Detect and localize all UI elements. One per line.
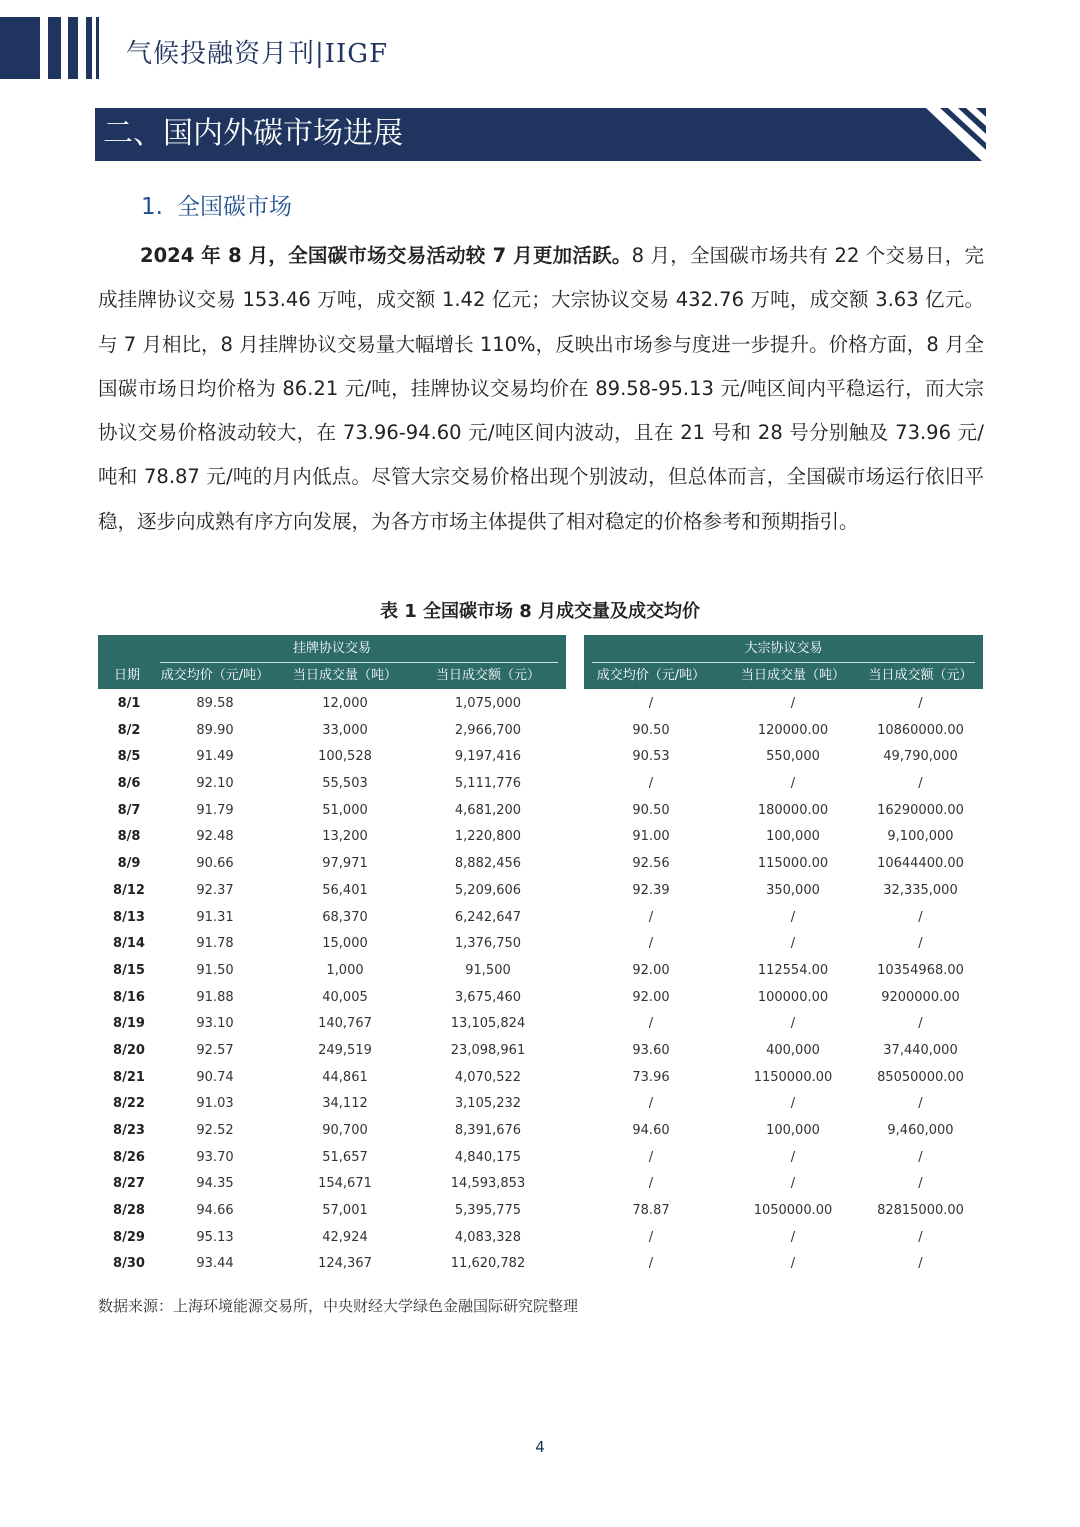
table-caption: 表 1 全国碳市场 8 月成交量及成交均价 [379,601,701,622]
cell-listed-price: 91.50 [196,962,234,978]
cell-listed-amount: 1,220,800 [454,829,522,845]
cell-listed-amount: 4,083,328 [454,1229,522,1245]
cell-listed-amount: 4,070,522 [454,1069,522,1085]
cell-listed-volume: 140,767 [318,1016,372,1032]
cell-block-amount: 9200000.00 [881,989,960,1005]
cell-block-volume: / [790,1176,796,1192]
table-row [98,878,983,905]
cell-block-amount: 85050000.00 [877,1069,964,1085]
cell-listed-amount: 8,882,456 [454,856,522,872]
cell-listed-volume: 44,861 [322,1069,368,1085]
cell-listed-price: 92.52 [196,1123,234,1138]
cell-listed-volume: 154,671 [318,1176,372,1192]
cell-block-amount: / [918,1256,923,1272]
cell-listed-amount: 14,593,853 [450,1176,526,1192]
cell-block-amount: 37,440,000 [883,1042,958,1058]
cell-block-volume: / [790,936,796,952]
cell-block-volume: 100,000 [766,1123,820,1138]
journal-title: 气候投融资月刊|IIGF [126,39,389,69]
cell-date: 8/7 [117,802,141,818]
cell-listed-price: 92.10 [196,776,234,792]
cell-listed-price: 95.13 [196,1229,234,1245]
cell-block-price: / [648,696,654,711]
cell-block-amount: / [918,909,923,925]
cell-date: 8/12 [113,882,145,898]
cell-block-amount: 49,790,000 [883,749,958,765]
cell-listed-price: 93.70 [196,1149,234,1165]
cell-block-price: / [648,909,654,925]
table-body [98,691,983,1278]
cell-block-price: / [648,1016,654,1032]
cell-listed-price: 91.49 [196,749,234,765]
col-header-listed-price: 成交均价（元/吨） [160,668,270,683]
table-row [98,1225,983,1252]
cell-block-volume: 350,000 [766,882,820,898]
cell-listed-volume: 68,370 [322,909,368,925]
table-row [98,931,983,958]
cell-block-volume: 112554.00 [757,962,829,978]
group-title-listed: 挂牌协议交易 [292,641,371,656]
cell-listed-amount: 2,966,700 [454,722,522,738]
cell-date: 8/15 [113,962,145,978]
cell-listed-price: 92.37 [196,882,234,898]
cell-listed-amount: 1,376,750 [454,936,522,952]
cell-date: 8/8 [117,829,141,845]
cell-listed-volume: 56,401 [322,882,368,898]
cell-block-amount: 32,335,000 [883,882,958,898]
cell-listed-volume: 90,700 [322,1123,368,1138]
cell-block-price: 94.60 [632,1123,670,1138]
table-row [98,1011,983,1038]
cell-listed-price: 91.88 [196,989,234,1005]
cell-block-price: 73.96 [632,1069,670,1085]
cell-listed-volume: 13,200 [322,829,368,845]
cell-block-amount: 9,100,000 [887,829,954,845]
cell-listed-volume: 51,657 [322,1149,368,1165]
cell-block-price: 90.50 [632,722,670,738]
cell-date: 8/22 [113,1096,145,1112]
cell-block-amount: / [918,936,923,952]
cell-listed-amount: 3,105,232 [454,1096,522,1112]
cell-listed-amount: 9,197,416 [454,749,522,765]
table-row [98,691,983,718]
cell-date: 8/29 [113,1229,145,1245]
table-row [98,1171,983,1198]
cell-block-volume: / [790,776,796,792]
cell-date: 8/16 [113,989,145,1005]
cell-block-amount: / [918,1149,923,1165]
cell-date: 8/14 [113,936,145,952]
body-paragraph [98,234,984,544]
cell-listed-price: 93.10 [196,1016,234,1032]
cell-block-volume: 115000.00 [757,856,829,872]
data-source-note: 数据来源：上海环境能源交易所，中央财经大学绿色金融国际研究院整理 [98,1297,579,1315]
col-header-block-volume: 当日成交量（吨） [740,668,845,683]
cell-block-price: 92.39 [632,882,670,898]
table-row [98,1091,983,1118]
cell-listed-volume: 124,367 [318,1256,372,1272]
cell-listed-volume: 51,000 [322,802,368,818]
cell-date: 8/21 [113,1069,145,1085]
cell-listed-volume: 34,112 [322,1096,368,1112]
cell-listed-amount: 11,620,782 [450,1256,526,1272]
cell-block-volume: 120000.00 [757,722,829,738]
cell-listed-volume: 1,000 [326,962,364,978]
cell-listed-volume: 42,924 [322,1229,368,1245]
cell-listed-price: 89.58 [196,696,234,711]
cell-listed-price: 91.31 [196,909,234,925]
cell-block-amount: 10860000.00 [877,722,964,738]
cell-listed-price: 94.35 [196,1176,234,1192]
table-row [98,771,983,798]
group-title-block: 大宗协议交易 [744,641,823,656]
table-row [98,905,983,932]
cell-date: 8/6 [117,776,141,792]
cell-date: 8/27 [113,1176,145,1192]
cell-date: 8/30 [113,1256,145,1272]
cell-block-volume: / [790,909,796,925]
table-row [98,985,983,1012]
cell-date: 8/13 [113,909,145,925]
cell-listed-amount: 91,500 [465,962,511,978]
banner-stripes-decoration [926,108,986,161]
cell-block-price: 91.00 [632,829,670,845]
table-row [98,718,983,745]
cell-block-volume: / [790,1256,796,1272]
cell-date: 8/2 [117,722,141,738]
cell-listed-price: 91.03 [196,1096,234,1112]
col-header-date: 日期 [113,668,140,683]
cell-listed-amount: 13,105,824 [450,1016,526,1032]
cell-block-price: / [648,776,654,792]
cell-listed-amount: 6,242,647 [454,909,522,925]
col-header-block-amount: 当日成交额（元） [868,668,973,683]
cell-listed-price: 93.44 [196,1256,234,1272]
cell-date: 8/9 [117,856,141,872]
cell-date: 8/1 [117,696,141,711]
paragraph-lead: 2024 年 8 月，全国碳市场交易活动较 7 月更加活跃。 [140,244,632,267]
cell-block-amount: / [918,776,923,792]
table-row [98,744,983,771]
table-row [98,1145,983,1172]
cell-listed-price: 91.79 [196,802,234,818]
cell-block-price: / [648,1256,654,1272]
cell-block-volume: / [790,1096,796,1112]
paragraph-text: 8 月，全国碳市场共有 22 个交易日，完成挂牌协议交易 153.46 万吨，成交额 1.42 亿元；大宗协议交易 432.76 万吨，成交额 3.63 亿元。与 7 月相比，8 月挂牌协议交易量大幅增长 110%，反映出市场参与度进一步提升。价格方面，8 月全国碳市场日均价格为 86.21 元/吨，挂牌协议交易均价在 89.58-95.13 元/吨区间内平稳运行，而大宗协议交易价格波动较大，在 73.96-94.60 元/吨区间内波动，且在 21 号和 28 号分别触及 73.96 元/吨和 78.87 元/吨的月内低点。尽管大宗交易价格出现个别波动，但总体而言，全国碳市场运行依旧平稳，逐步向成熟有序方向发展，为各方市场主体提供了相对稳定的价格参考和预期指引。 [98,244,984,533]
cell-block-amount: / [918,696,923,711]
cell-listed-price: 92.48 [196,829,234,845]
cell-block-price: 90.50 [632,802,670,818]
subsection-heading [141,188,292,221]
cell-block-volume: / [790,1229,796,1245]
cell-block-volume: 1150000.00 [753,1069,833,1085]
cell-listed-volume: 15,000 [322,936,368,952]
cell-date: 8/26 [113,1149,145,1165]
page-number: 4 [535,1438,545,1456]
cell-listed-price: 90.66 [196,856,234,872]
table-row [98,1118,983,1145]
table-row [98,1251,983,1278]
table-row [98,1065,983,1092]
cell-listed-amount: 5,209,606 [454,882,522,898]
cell-listed-volume: 57,001 [322,1203,368,1219]
cell-listed-volume: 33,000 [322,722,368,738]
cell-block-price: 92.00 [632,989,670,1005]
subsection-title: 全国碳市场 [176,194,292,220]
cell-date: 8/28 [113,1203,145,1219]
col-header-block-price: 成交均价（元/吨） [596,668,706,683]
cell-block-amount: / [918,1176,923,1192]
cell-block-price: / [648,936,654,952]
cell-block-amount: 82815000.00 [877,1203,964,1219]
cell-block-volume: 550,000 [766,749,820,765]
cell-block-volume: 1050000.00 [753,1203,833,1219]
table-row [98,1038,983,1065]
table-row [98,824,983,851]
cell-block-volume: 100,000 [766,829,820,845]
cell-block-amount: 16290000.00 [877,802,964,818]
col-header-listed-volume: 当日成交量（吨） [292,668,397,683]
table-row [98,958,983,985]
cell-block-volume: 180000.00 [757,802,829,818]
cell-listed-volume: 249,519 [318,1042,372,1058]
cell-listed-amount: 3,675,460 [454,989,522,1005]
cell-listed-amount: 5,111,776 [454,776,522,792]
cell-listed-price: 89.90 [196,722,234,738]
cell-block-price: 90.53 [632,749,670,765]
cell-block-volume: / [790,1016,796,1032]
cell-block-volume: / [790,696,796,711]
cell-listed-volume: 12,000 [322,696,368,711]
cell-block-amount: / [918,1229,923,1245]
cell-listed-amount: 1,075,000 [454,696,522,711]
cell-block-price: 93.60 [632,1042,670,1058]
cell-listed-volume: 97,971 [322,856,368,872]
cell-listed-price: 92.57 [196,1042,234,1058]
table-row [98,1198,983,1225]
cell-date: 8/5 [117,749,141,765]
cell-listed-amount: 4,840,175 [454,1149,522,1165]
cell-listed-amount: 4,681,200 [454,802,522,818]
cell-block-price: / [648,1096,654,1112]
section-banner [95,108,986,161]
cell-block-amount: 10644400.00 [877,856,964,872]
cell-listed-volume: 100,528 [318,749,372,765]
section-title: 二、国内外碳市场进展 [103,116,403,151]
cell-block-price: 92.56 [632,856,670,872]
cell-listed-amount: 23,098,961 [450,1042,526,1058]
cell-block-volume: 400,000 [766,1042,820,1058]
cell-block-price: / [648,1176,654,1192]
cell-block-amount: 10354968.00 [877,962,964,978]
cell-listed-price: 94.66 [196,1203,234,1219]
cell-block-amount: / [918,1016,923,1032]
cell-block-volume: / [790,1149,796,1165]
cell-date: 8/20 [113,1042,145,1058]
cell-block-price: 92.00 [632,962,670,978]
cell-listed-price: 91.78 [196,936,234,952]
cell-block-amount: 9,460,000 [887,1123,954,1138]
cell-listed-volume: 40,005 [322,989,368,1005]
col-header-listed-amount: 当日成交额（元） [435,668,540,683]
cell-date: 8/23 [113,1123,145,1138]
cell-listed-volume: 55,503 [322,776,368,792]
cell-listed-amount: 5,395,775 [454,1203,522,1219]
cell-block-volume: 100000.00 [757,989,829,1005]
table-row [98,798,983,825]
cell-listed-amount: 8,391,676 [454,1123,522,1138]
cell-date: 8/19 [113,1016,145,1032]
table-row [98,851,983,878]
cell-block-price: / [648,1229,654,1245]
cell-block-price: / [648,1149,654,1165]
cell-listed-price: 90.74 [196,1069,234,1085]
cell-block-amount: / [918,1096,923,1112]
subsection-number: 1. [141,194,163,220]
cell-block-price: 78.87 [632,1203,670,1219]
